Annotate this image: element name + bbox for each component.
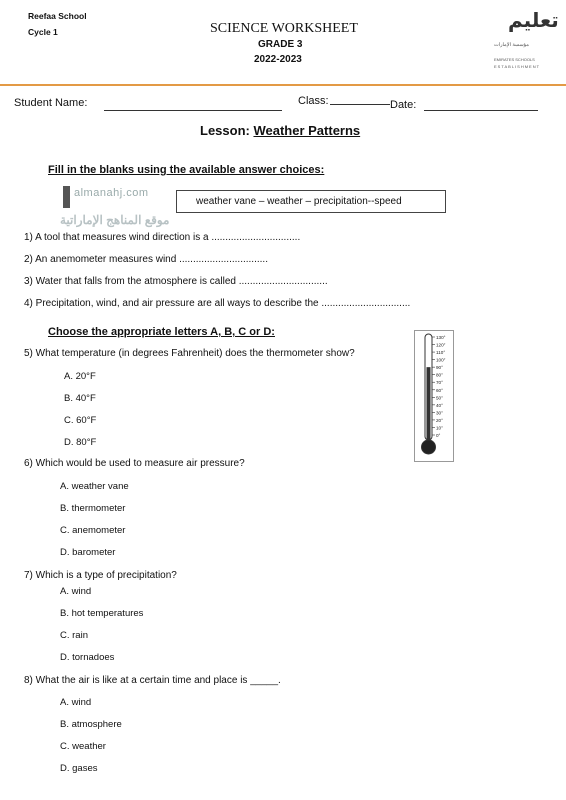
question-6: 6) Which would be used to measure air pressure?	[24, 458, 245, 469]
q5-option-d[interactable]: D. 80°F	[64, 437, 97, 448]
grade-label: GRADE 3	[258, 39, 303, 50]
logo-mark: تعليم	[508, 8, 559, 32]
word-bank-box	[176, 190, 446, 213]
emirates-schools-logo	[490, 6, 559, 76]
student-name-label: Student Name:	[14, 97, 88, 109]
thermometer-tick-label: 0°	[436, 433, 441, 438]
q8-option-c[interactable]: C. weather	[60, 741, 106, 752]
section1-heading: Fill in the blanks using the available answer choices:	[48, 164, 325, 176]
year-label: 2022-2023	[254, 54, 302, 65]
thermometer-tick-label: 130°	[436, 335, 446, 340]
q8-option-a[interactable]: A. wind	[60, 697, 92, 708]
q7-option-b[interactable]: B. hot temperatures	[60, 608, 144, 619]
thermometer-tick-label: 30°	[436, 410, 443, 416]
date-field[interactable]	[424, 110, 538, 111]
watermark-text: almanahj.com	[74, 187, 149, 199]
q8-option-b[interactable]: B. atmosphere	[60, 719, 122, 730]
thermometer-tick-label: 10°	[436, 425, 443, 431]
date-label: Date:	[390, 99, 417, 111]
q5-option-b[interactable]: B. 40°F	[64, 393, 96, 404]
class-label: Class:	[298, 95, 329, 107]
thermometer-tick-label: 60°	[436, 387, 443, 393]
q6-option-b[interactable]: B. thermometer	[60, 503, 126, 514]
section2-heading: Choose the appropriate letters A, B, C or D:	[48, 326, 275, 338]
student-name-field[interactable]	[104, 110, 282, 111]
thermometer-tick-label: 100°	[436, 357, 446, 363]
logo-sub-en-2: ESTABLISHMENT	[494, 64, 541, 69]
question-3: 3) Water that falls from the atmosphere is called ................................	[24, 276, 328, 287]
thermometer-graphic	[415, 331, 453, 461]
logo-sub-ar: مؤسسة الإمارات	[494, 42, 529, 48]
question-5: 5) What temperature (in degrees Fahrenheit) does the thermometer show?	[24, 348, 355, 359]
question-1: 1) A tool that measures wind direction is a ................................	[24, 232, 301, 243]
school-name: Reefaa School	[28, 11, 87, 21]
q6-option-a[interactable]: A. weather vane	[60, 481, 129, 492]
lesson-prefix: Lesson:	[200, 123, 254, 138]
thermometer-bulb	[422, 440, 436, 454]
word-bank-text: weather vane – weather – precipitation--speed	[196, 196, 402, 207]
thermometer-tick-label: 120°	[436, 342, 446, 348]
header-divider	[0, 84, 566, 86]
watermark-bar-icon	[63, 186, 70, 208]
q7-option-a[interactable]: A. wind	[60, 586, 92, 597]
lesson-title	[200, 123, 360, 138]
q6-option-d[interactable]: D. barometer	[60, 547, 116, 558]
thermometer-tick-label: 70°	[436, 380, 443, 386]
q8-option-d[interactable]: D. gases	[60, 763, 98, 774]
q7-option-c[interactable]: C. rain	[60, 630, 88, 641]
q5-option-a[interactable]: A. 20°F	[64, 371, 96, 382]
watermark-arabic: موقع المناهج الإماراتية	[60, 213, 170, 227]
question-7: 7) Which is a type of precipitation?	[24, 570, 177, 581]
thermometer-tick-label: 40°	[436, 402, 443, 408]
thermometer-mercury	[427, 367, 431, 443]
logo-sub-en: EMIRATES SCHOOLS	[494, 57, 535, 62]
thermometer-tick-label: 20°	[436, 417, 443, 423]
thermometer-tick-label: 80°	[436, 372, 443, 378]
thermometer-tick-label: 110°	[436, 350, 446, 356]
q7-option-d[interactable]: D. tornadoes	[60, 652, 115, 663]
cycle-label: Cycle 1	[28, 27, 58, 37]
class-field[interactable]	[330, 104, 390, 105]
thermometer-image	[414, 330, 454, 462]
q5-option-c[interactable]: C. 60°F	[64, 415, 97, 426]
question-8: 8) What the air is like at a certain time and place is _____.	[24, 675, 281, 686]
thermometer-tick-label: 50°	[436, 395, 443, 401]
worksheet-title: SCIENCE WORKSHEET	[210, 21, 358, 36]
lesson-name: Weather Patterns	[253, 123, 361, 138]
q6-option-c[interactable]: C. anemometer	[60, 525, 126, 536]
question-4: 4) Precipitation, wind, and air pressure are all ways to describe the ................................	[24, 298, 411, 309]
thermometer-tick-label: 90°	[436, 365, 443, 371]
question-2: 2) An anemometer measures wind ................................	[24, 254, 268, 265]
